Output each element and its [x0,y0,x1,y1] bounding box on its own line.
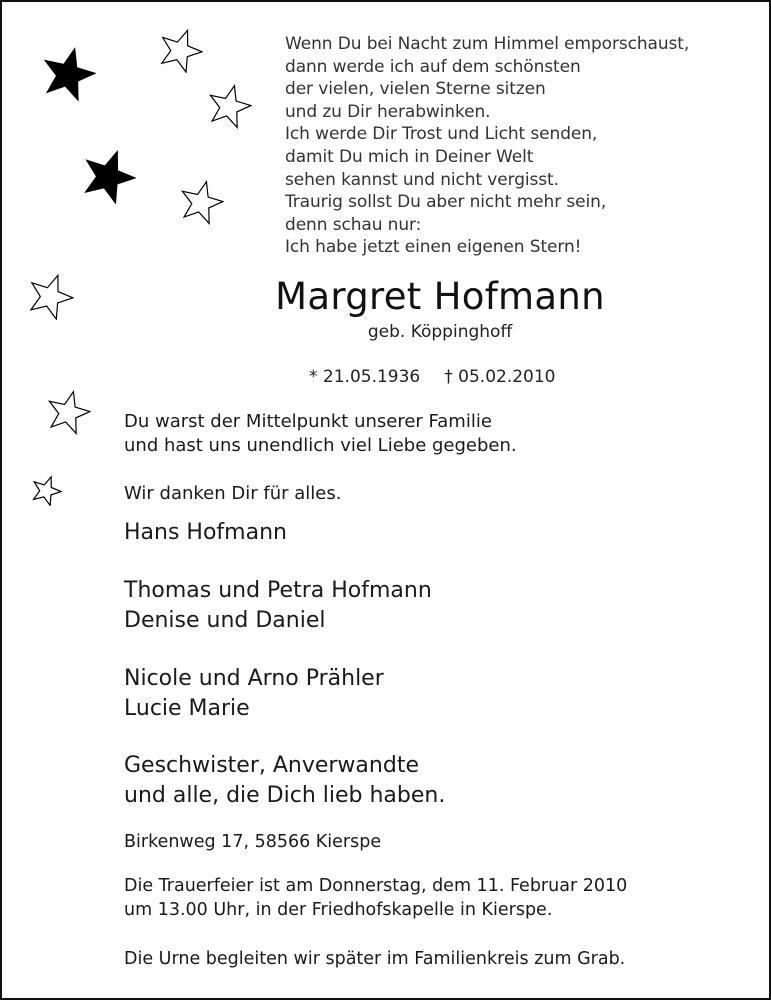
filled-star-icon [80,148,136,204]
tribute-text [124,410,517,458]
deceased-name: Margret Hofmann [275,275,605,318]
poem-line: der vielen, vielen Sterne sitzen [285,79,546,100]
tribute-line: und hast uns unendlich viel Liebe gegeben. [124,435,517,456]
life-dates [309,367,556,387]
tribute-line: Du warst der Mittelpunkt unserer Familie [124,411,492,432]
mourner-group [124,518,287,548]
maiden-name: geb. Köppinghoff [367,322,513,342]
poem-line: Traurig sollst Du aber nicht mehr sein, [285,192,607,213]
poem-line: Ich habe jetzt einen eigenen Stern! [285,237,582,258]
poem [285,33,689,259]
poem-line: und zu Dir herabwinken. [285,101,491,122]
mourner-line: Geschwister, Anverwandte [124,753,419,778]
death-date: † 05.02.2010 [444,367,556,387]
funeral-line: Die Trauerfeier ist am Donnerstag, dem 11. Februar 2010 [124,876,628,896]
outline-star-icon [206,83,252,129]
birth-date: * 21.05.1936 [309,367,421,387]
mourner-line: Lucie Marie [124,695,250,721]
poem-line: denn schau nur: [285,214,422,235]
funeral-info [124,874,627,922]
mourner-line: Denise und Daniel [124,607,326,633]
mourner-group [124,751,445,810]
mourner-line: Thomas und Petra Hofmann [124,578,432,603]
filled-star-icon [40,46,96,102]
outline-star-icon [157,27,203,73]
poem-line: Wenn Du bei Nacht zum Himmel emporschaust, [285,34,690,54]
mourner-group [124,576,432,635]
thanks-text: Wir danken Dir für alles. [124,483,342,504]
poem-line: sehen kannst und nicht vergisst. [285,169,559,190]
poem-line: dann werde ich auf dem schönsten [285,56,581,77]
outline-star-icon [178,179,224,225]
address: Birkenweg 17, 58566 Kierspe [124,832,382,852]
outline-star-icon [30,474,62,506]
funeral-line: um 13.00 Uhr, in der Friedhofskapelle in Kierspe. [124,900,553,920]
mourner-group [124,664,384,723]
outline-star-icon [45,389,91,435]
mourner-line: Nicole und Arno Prähler [124,666,384,691]
poem-line: Ich werde Dir Trost und Licht senden, [285,124,598,145]
mourner-line: Hans Hofmann [124,520,287,545]
urn-info: Die Urne begleiten wir später im Familienkreis zum Grab. [124,949,626,969]
poem-line: damit Du mich in Deiner Welt [285,146,534,167]
mourner-line: und alle, die Dich lieb haben. [124,782,446,808]
